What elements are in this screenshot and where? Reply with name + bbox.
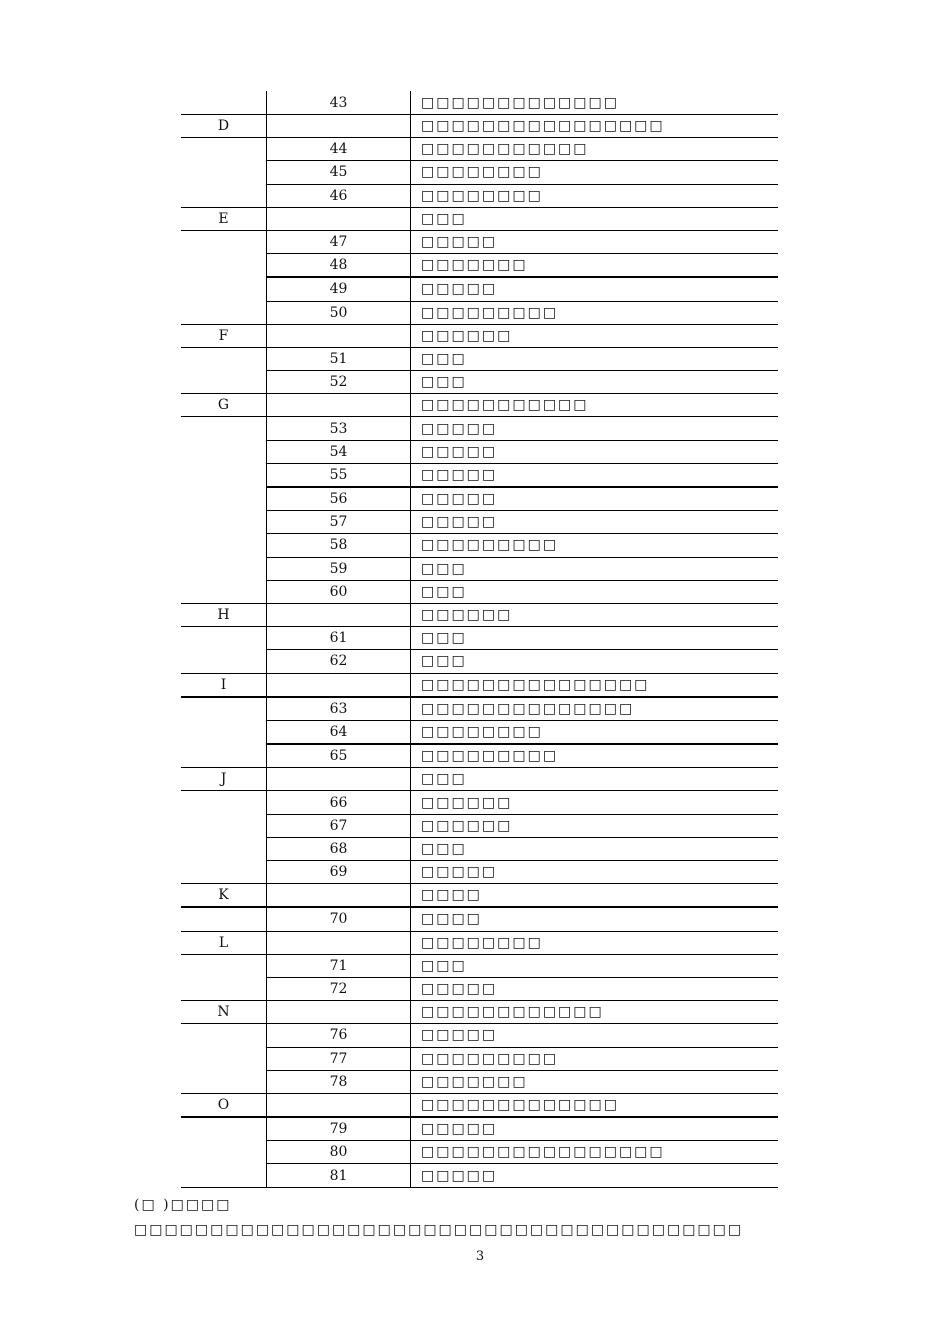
division-code: [267, 768, 411, 791]
section-letter: [181, 511, 267, 534]
division-row: [181, 230, 778, 253]
section-letter: [181, 650, 267, 673]
section-letter: [181, 487, 267, 511]
section-row: [181, 931, 778, 954]
division-row: [181, 347, 778, 370]
division-row: [181, 1024, 778, 1047]
category-name: □□□□□□□□□: [411, 1047, 779, 1070]
page-number: 3: [475, 1249, 485, 1264]
division-row: [181, 254, 778, 278]
division-row: [181, 557, 778, 580]
division-code: 50: [267, 301, 411, 324]
section-letter: [181, 954, 267, 977]
section-letter: [181, 907, 267, 931]
division-code: 48: [267, 254, 411, 278]
division-row: [181, 1070, 778, 1093]
category-name: □□□□□: [411, 1117, 779, 1141]
section-letter: E: [181, 207, 267, 230]
section-row: [181, 1001, 778, 1024]
division-code: 68: [267, 837, 411, 860]
section-letter: [181, 463, 267, 487]
section-letter: [181, 977, 267, 1000]
division-row: [181, 907, 778, 931]
division-row: [181, 161, 778, 184]
section-letter: [181, 1141, 267, 1164]
section-letter: [181, 720, 267, 744]
section-letter: [181, 791, 267, 814]
category-name: □□□□□□□□: [411, 931, 779, 954]
division-code: [267, 324, 411, 347]
category-name: □□□□□: [411, 977, 779, 1000]
division-row: [181, 440, 778, 463]
division-code: 43: [267, 91, 411, 115]
division-code: [267, 603, 411, 626]
category-name: □□□□□: [411, 1024, 779, 1047]
division-code: [267, 931, 411, 954]
division-code: 49: [267, 277, 411, 301]
section-letter: [181, 161, 267, 184]
category-name: □□□□□: [411, 487, 779, 511]
section-letter: [181, 1164, 267, 1187]
division-code: 45: [267, 161, 411, 184]
division-code: 47: [267, 230, 411, 253]
division-code: 78: [267, 1070, 411, 1093]
category-name: □□□□□□□□□□□□□□□□: [411, 115, 779, 138]
division-code: 51: [267, 347, 411, 370]
table-body: [181, 91, 778, 1187]
division-code: 60: [267, 580, 411, 603]
division-row: [181, 371, 778, 394]
category-name: □□□: [411, 207, 779, 230]
category-name: □□□□□: [411, 277, 779, 301]
section-letter: [181, 580, 267, 603]
division-code: 63: [267, 697, 411, 721]
division-code: 77: [267, 1047, 411, 1070]
division-row: [181, 744, 778, 768]
division-row: [181, 977, 778, 1000]
division-row: [181, 650, 778, 673]
section-letter: [181, 697, 267, 721]
section-row: [181, 673, 778, 697]
category-name: □□□□□□□□□□□□□□□□: [411, 1141, 779, 1164]
division-code: 66: [267, 791, 411, 814]
category-name: □□□□□: [411, 417, 779, 440]
division-code: 76: [267, 1024, 411, 1047]
division-row: [181, 720, 778, 744]
section-letter: [181, 254, 267, 278]
section-letter: F: [181, 324, 267, 347]
category-name: □□□: [411, 768, 779, 791]
category-name: □□□□□□: [411, 603, 779, 626]
division-row: [181, 1117, 778, 1141]
division-code: 80: [267, 1141, 411, 1164]
section-letter: [181, 1024, 267, 1047]
category-name: □□□□□□□□□: [411, 534, 779, 557]
division-row: [181, 463, 778, 487]
section-letter: [181, 837, 267, 860]
category-name: □□□□□□□: [411, 1070, 779, 1093]
section-row: [181, 768, 778, 791]
division-code: 54: [267, 440, 411, 463]
section-letter: J: [181, 768, 267, 791]
section-row: [181, 394, 778, 417]
category-name: □□□□: [411, 884, 779, 908]
division-row: [181, 1164, 778, 1187]
section-row: [181, 603, 778, 626]
category-name: □□□□□□□□□□□: [411, 138, 779, 161]
section-letter: [181, 277, 267, 301]
division-code: 58: [267, 534, 411, 557]
section-letter: G: [181, 394, 267, 417]
division-code: 71: [267, 954, 411, 977]
section-letter: [181, 557, 267, 580]
section-letter: [181, 347, 267, 370]
division-row: [181, 837, 778, 860]
section-row: [181, 115, 778, 138]
division-code: [267, 884, 411, 908]
division-code: 44: [267, 138, 411, 161]
category-name: □□□□□: [411, 463, 779, 487]
section-letter: [181, 184, 267, 207]
section-letter: [181, 230, 267, 253]
category-name: □□□□□: [411, 230, 779, 253]
division-code: 72: [267, 977, 411, 1000]
section-letter: D: [181, 115, 267, 138]
division-row: [181, 511, 778, 534]
division-code: 56: [267, 487, 411, 511]
category-name: □□□□□: [411, 440, 779, 463]
section-row: [181, 324, 778, 347]
division-code: 81: [267, 1164, 411, 1187]
section-letter: [181, 301, 267, 324]
section-letter: O: [181, 1093, 267, 1117]
category-name: □□□□□□: [411, 814, 779, 837]
category-name: □□□□□□□□□□□□□: [411, 1093, 779, 1117]
category-name: □□□□□□□□□: [411, 744, 779, 768]
section-letter: L: [181, 931, 267, 954]
category-name: □□□: [411, 837, 779, 860]
division-row: [181, 417, 778, 440]
category-name: □□□□□: [411, 861, 779, 884]
division-code: 53: [267, 417, 411, 440]
section-letter: [181, 91, 267, 115]
industry-code-table: [181, 91, 778, 1188]
section-letter: [181, 1070, 267, 1093]
division-code: [267, 115, 411, 138]
division-row: [181, 1141, 778, 1164]
division-row: [181, 184, 778, 207]
category-name: □□□: [411, 954, 779, 977]
section-letter: [181, 744, 267, 768]
category-name: □□□: [411, 650, 779, 673]
body-paragraph: □□□□□□□□□□□□□□□□□□□□□□□□□□□□□□□□□□□□□□□□: [134, 1222, 744, 1238]
division-row: [181, 277, 778, 301]
division-code: 79: [267, 1117, 411, 1141]
division-row: [181, 861, 778, 884]
division-code: 69: [267, 861, 411, 884]
division-code: 57: [267, 511, 411, 534]
category-name: □□□: [411, 557, 779, 580]
division-row: [181, 627, 778, 650]
division-row: [181, 138, 778, 161]
division-row: [181, 791, 778, 814]
category-name: □□□□□□□□: [411, 720, 779, 744]
category-name: □□□□□□: [411, 791, 779, 814]
section-letter: [181, 138, 267, 161]
section-letter: [181, 1117, 267, 1141]
division-code: 70: [267, 907, 411, 931]
division-row: [181, 814, 778, 837]
section-heading: (□ )□□□□: [134, 1197, 232, 1213]
category-name: □□□□□: [411, 1164, 779, 1187]
category-name: □□□□□□□□□: [411, 301, 779, 324]
category-name: □□□□: [411, 907, 779, 931]
category-name: □□□: [411, 371, 779, 394]
category-name: □□□: [411, 627, 779, 650]
division-code: 67: [267, 814, 411, 837]
section-letter: I: [181, 673, 267, 697]
section-row: [181, 1093, 778, 1117]
division-code: 55: [267, 463, 411, 487]
section-letter: [181, 534, 267, 557]
division-row: [181, 487, 778, 511]
division-row: [181, 534, 778, 557]
category-name: □□□□□□□□□□□□□□□: [411, 673, 779, 697]
section-letter: [181, 440, 267, 463]
division-code: [267, 1093, 411, 1117]
division-code: 62: [267, 650, 411, 673]
section-row: [181, 884, 778, 908]
division-code: 64: [267, 720, 411, 744]
category-name: □□□□□□□□□□□□: [411, 1001, 779, 1024]
division-row: [181, 954, 778, 977]
division-row: [181, 301, 778, 324]
section-letter: [181, 1047, 267, 1070]
division-code: [267, 394, 411, 417]
section-letter: [181, 814, 267, 837]
category-name: □□□□□□: [411, 324, 779, 347]
section-letter: H: [181, 603, 267, 626]
section-letter: [181, 627, 267, 650]
division-code: 59: [267, 557, 411, 580]
category-name: □□□□□□□□□□□□□: [411, 91, 779, 115]
division-code: [267, 207, 411, 230]
category-name: □□□□□: [411, 511, 779, 534]
section-letter: [181, 371, 267, 394]
category-name: □□□□□□□: [411, 254, 779, 278]
category-name: □□□□□□□□□□□: [411, 394, 779, 417]
division-row: [181, 580, 778, 603]
division-code: 61: [267, 627, 411, 650]
category-name: □□□□□□□□: [411, 161, 779, 184]
section-letter: N: [181, 1001, 267, 1024]
category-name: □□□: [411, 580, 779, 603]
division-code: [267, 1001, 411, 1024]
division-row: [181, 697, 778, 721]
section-letter: [181, 861, 267, 884]
division-code: 52: [267, 371, 411, 394]
section-letter: [181, 417, 267, 440]
category-name: □□□□□□□□□□□□□□: [411, 697, 779, 721]
section-letter: K: [181, 884, 267, 908]
division-code: [267, 673, 411, 697]
division-row: [181, 91, 778, 115]
division-code: 65: [267, 744, 411, 768]
category-name: □□□□□□□□: [411, 184, 779, 207]
section-row: [181, 207, 778, 230]
division-row: [181, 1047, 778, 1070]
category-name: □□□: [411, 347, 779, 370]
division-code: 46: [267, 184, 411, 207]
